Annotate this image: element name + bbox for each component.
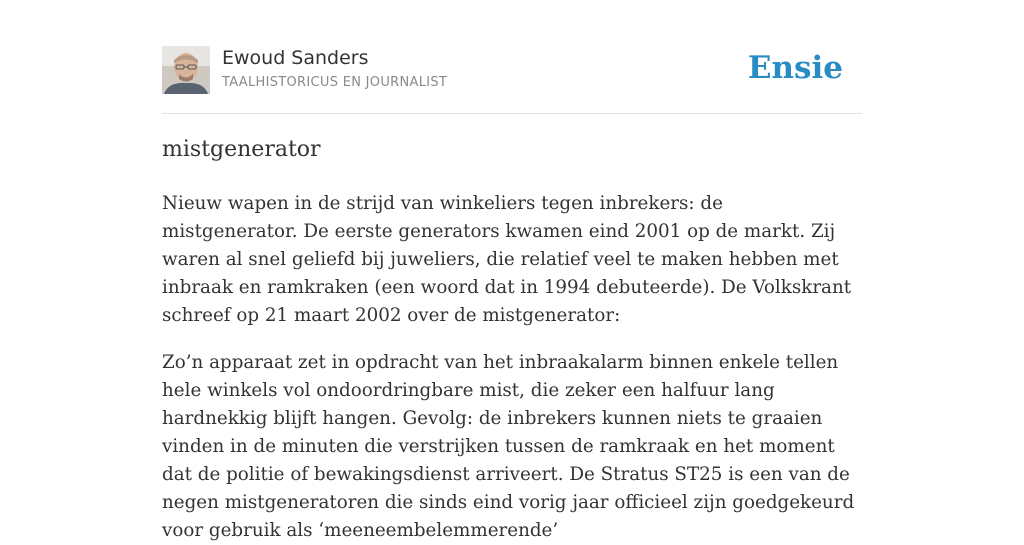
author-name[interactable]: Ewoud Sanders [222,47,369,69]
author-header [162,46,862,96]
article-paragraph: Zo’n apparaat zet in opdracht van het inbraakalarm binnen enkele tellen hele winkels vol ondoordringbare mist, die zeker een halfuur lang hardnekkig blijft hangen. Gevolg: de inbrekers kunnen niets te graaien vinden in de minuten die verstrijken tussen de ramkraak en het moment dat de politie of bewakingsdienst arriveert. De Stratus ST25 is een van de negen mistgeneratoren die sinds eind vorig jaar officieel zijn goedgekeurd voor gebruik als ‘meeneembelemmerende’ [162,352,855,541]
article-paragraph: Nieuw wapen in de strijd van winkeliers tegen inbrekers: de mistgenerator. De eerste generators kwamen eind 2001 op de markt. Zij waren al snel geliefd bij juweliers, die relatief veel te maken hebben met inbraak en ramkraken (een woord dat in 1994 debuteerde). De Volkskrant schreef op 21 maart 2002 over de mistgenerator: [162,193,852,326]
avatar-photo [162,46,210,94]
article-title: mistgenerator [162,137,321,162]
brand-logo[interactable]: Ensie [747,50,843,86]
author-role: TAALHISTORICUS EN JOURNALIST [222,75,448,90]
header-divider [162,113,862,114]
author-avatar[interactable] [162,46,210,94]
